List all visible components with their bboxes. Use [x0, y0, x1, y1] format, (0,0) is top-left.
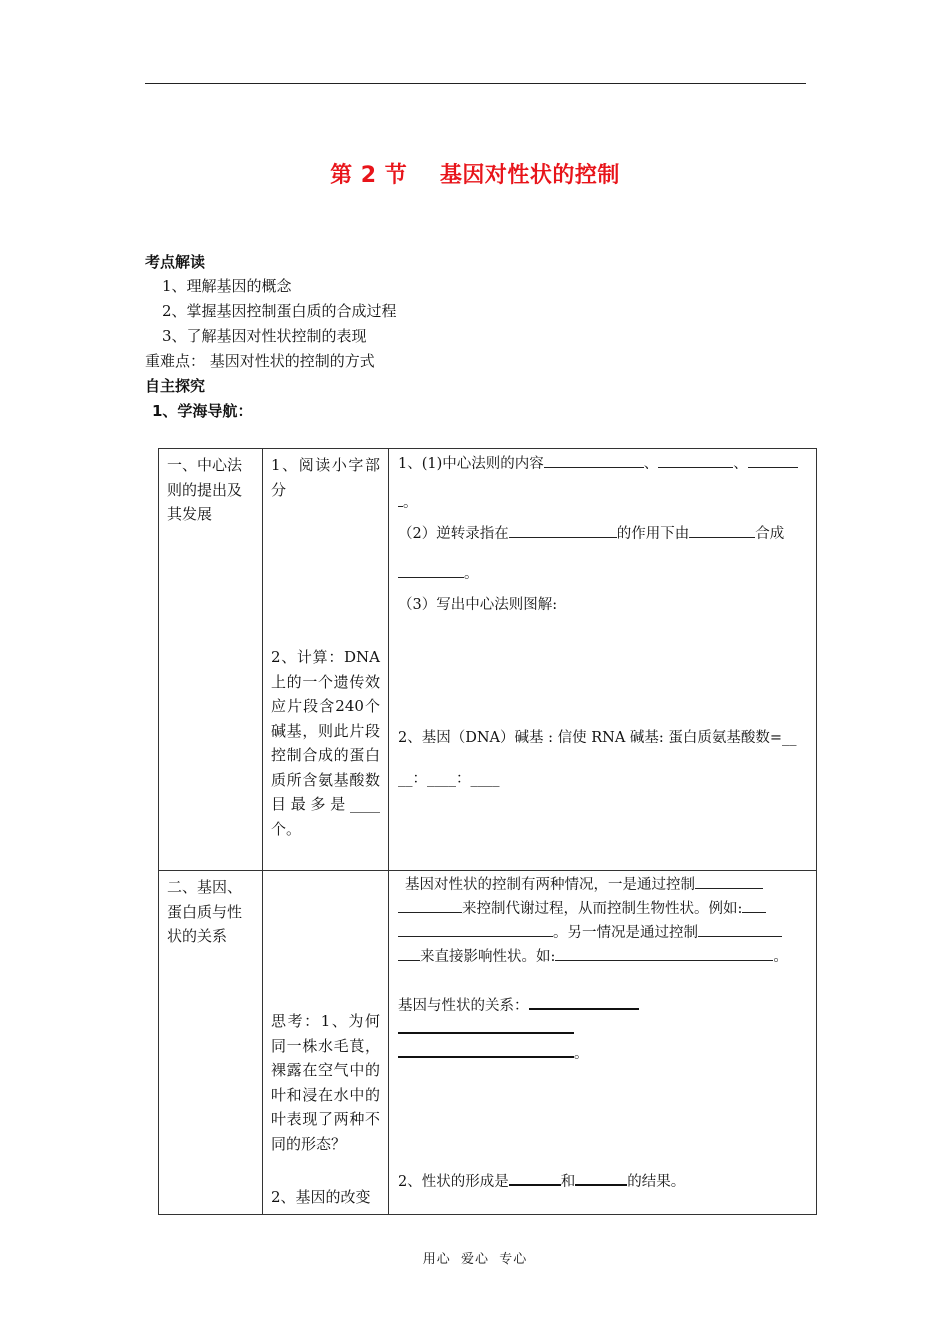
kaodian-item: 2、掌握基因控制蛋白质的合成过程 — [162, 302, 397, 320]
calc-question: 2、计算：DNA上的一个遗传效应片段含240个碱基，则此片段控制合成的蛋白质所含氨基酸数目最多是____个。 — [271, 648, 380, 838]
header-rule — [145, 83, 806, 84]
zizhu-heading: 自主探究 — [145, 377, 206, 395]
kaodian-item: 1、理解基因的概念 — [162, 277, 292, 295]
q2-trait-line: 2、性状的形成是 和 的结果。 — [398, 1170, 685, 1192]
content-cell — [389, 871, 817, 1215]
think-question-2: 2、基因的改变 — [271, 1188, 371, 1206]
q2-line-end: 。 — [398, 563, 479, 584]
topic-text: 一、中心法则的提出及其发展 — [167, 456, 243, 523]
q4-line-2: __：____：____ — [398, 771, 500, 787]
table-row — [159, 871, 817, 1215]
activity-cell — [263, 871, 389, 1215]
topic-text: 二、基因、蛋白质与性状的关系 — [167, 878, 243, 945]
study-table — [158, 448, 817, 1215]
q4-line: 2、基因（DNA）碱基 : 信使 RNA 碱基: 蛋白质氨基酸数=__ — [398, 730, 797, 746]
content-cell — [389, 449, 817, 871]
page-title: 第 2 节 基因对性状的控制 — [330, 163, 620, 188]
relation-line: 基因与性状的关系： — [398, 994, 639, 1016]
p1-line-4: 来直接影响性状。如: 。 — [398, 946, 788, 967]
q2-line: （2）逆转录指在 的作用下由 合成 — [398, 523, 784, 544]
relation-line-2 — [398, 1018, 574, 1040]
q1-line-end: 。 — [398, 492, 418, 513]
kaodian-heading: 考点解读 — [145, 253, 206, 271]
relation-line-3: 。 — [398, 1042, 589, 1064]
q1-line: 1、(1)中心法则的内容 、 、 — [398, 453, 798, 474]
xuehai-heading: 1、学海导航： — [152, 402, 253, 420]
think-question: 思考：1、为何同一株水毛茛，裸露在空气中的叶和浸在水中的叶表现了两种不同的形态？ — [271, 1012, 380, 1153]
topic-cell — [159, 871, 263, 1215]
p1-line-2: 来控制代谢过程，从而控制生物性状。例如: — [398, 898, 766, 919]
q3-line: （3）写出中心法则图解: — [398, 597, 558, 613]
activity-text: 1、阅读小字部分 — [271, 456, 380, 499]
topic-cell — [159, 449, 263, 871]
p1-line-3: 。另一情况是通过控制 — [398, 922, 782, 943]
p1-line: 基因对性状的控制有两种情况，一是通过控制 — [405, 874, 763, 895]
page-footer: 用心 爱心 专心 — [422, 1252, 528, 1267]
activity-cell — [263, 449, 389, 871]
kaodian-item: 3、了解基因对性状控制的表现 — [162, 327, 367, 345]
table-row — [159, 449, 817, 871]
zhongnandian: 重难点： 基因对性状的控制的方式 — [145, 352, 375, 370]
